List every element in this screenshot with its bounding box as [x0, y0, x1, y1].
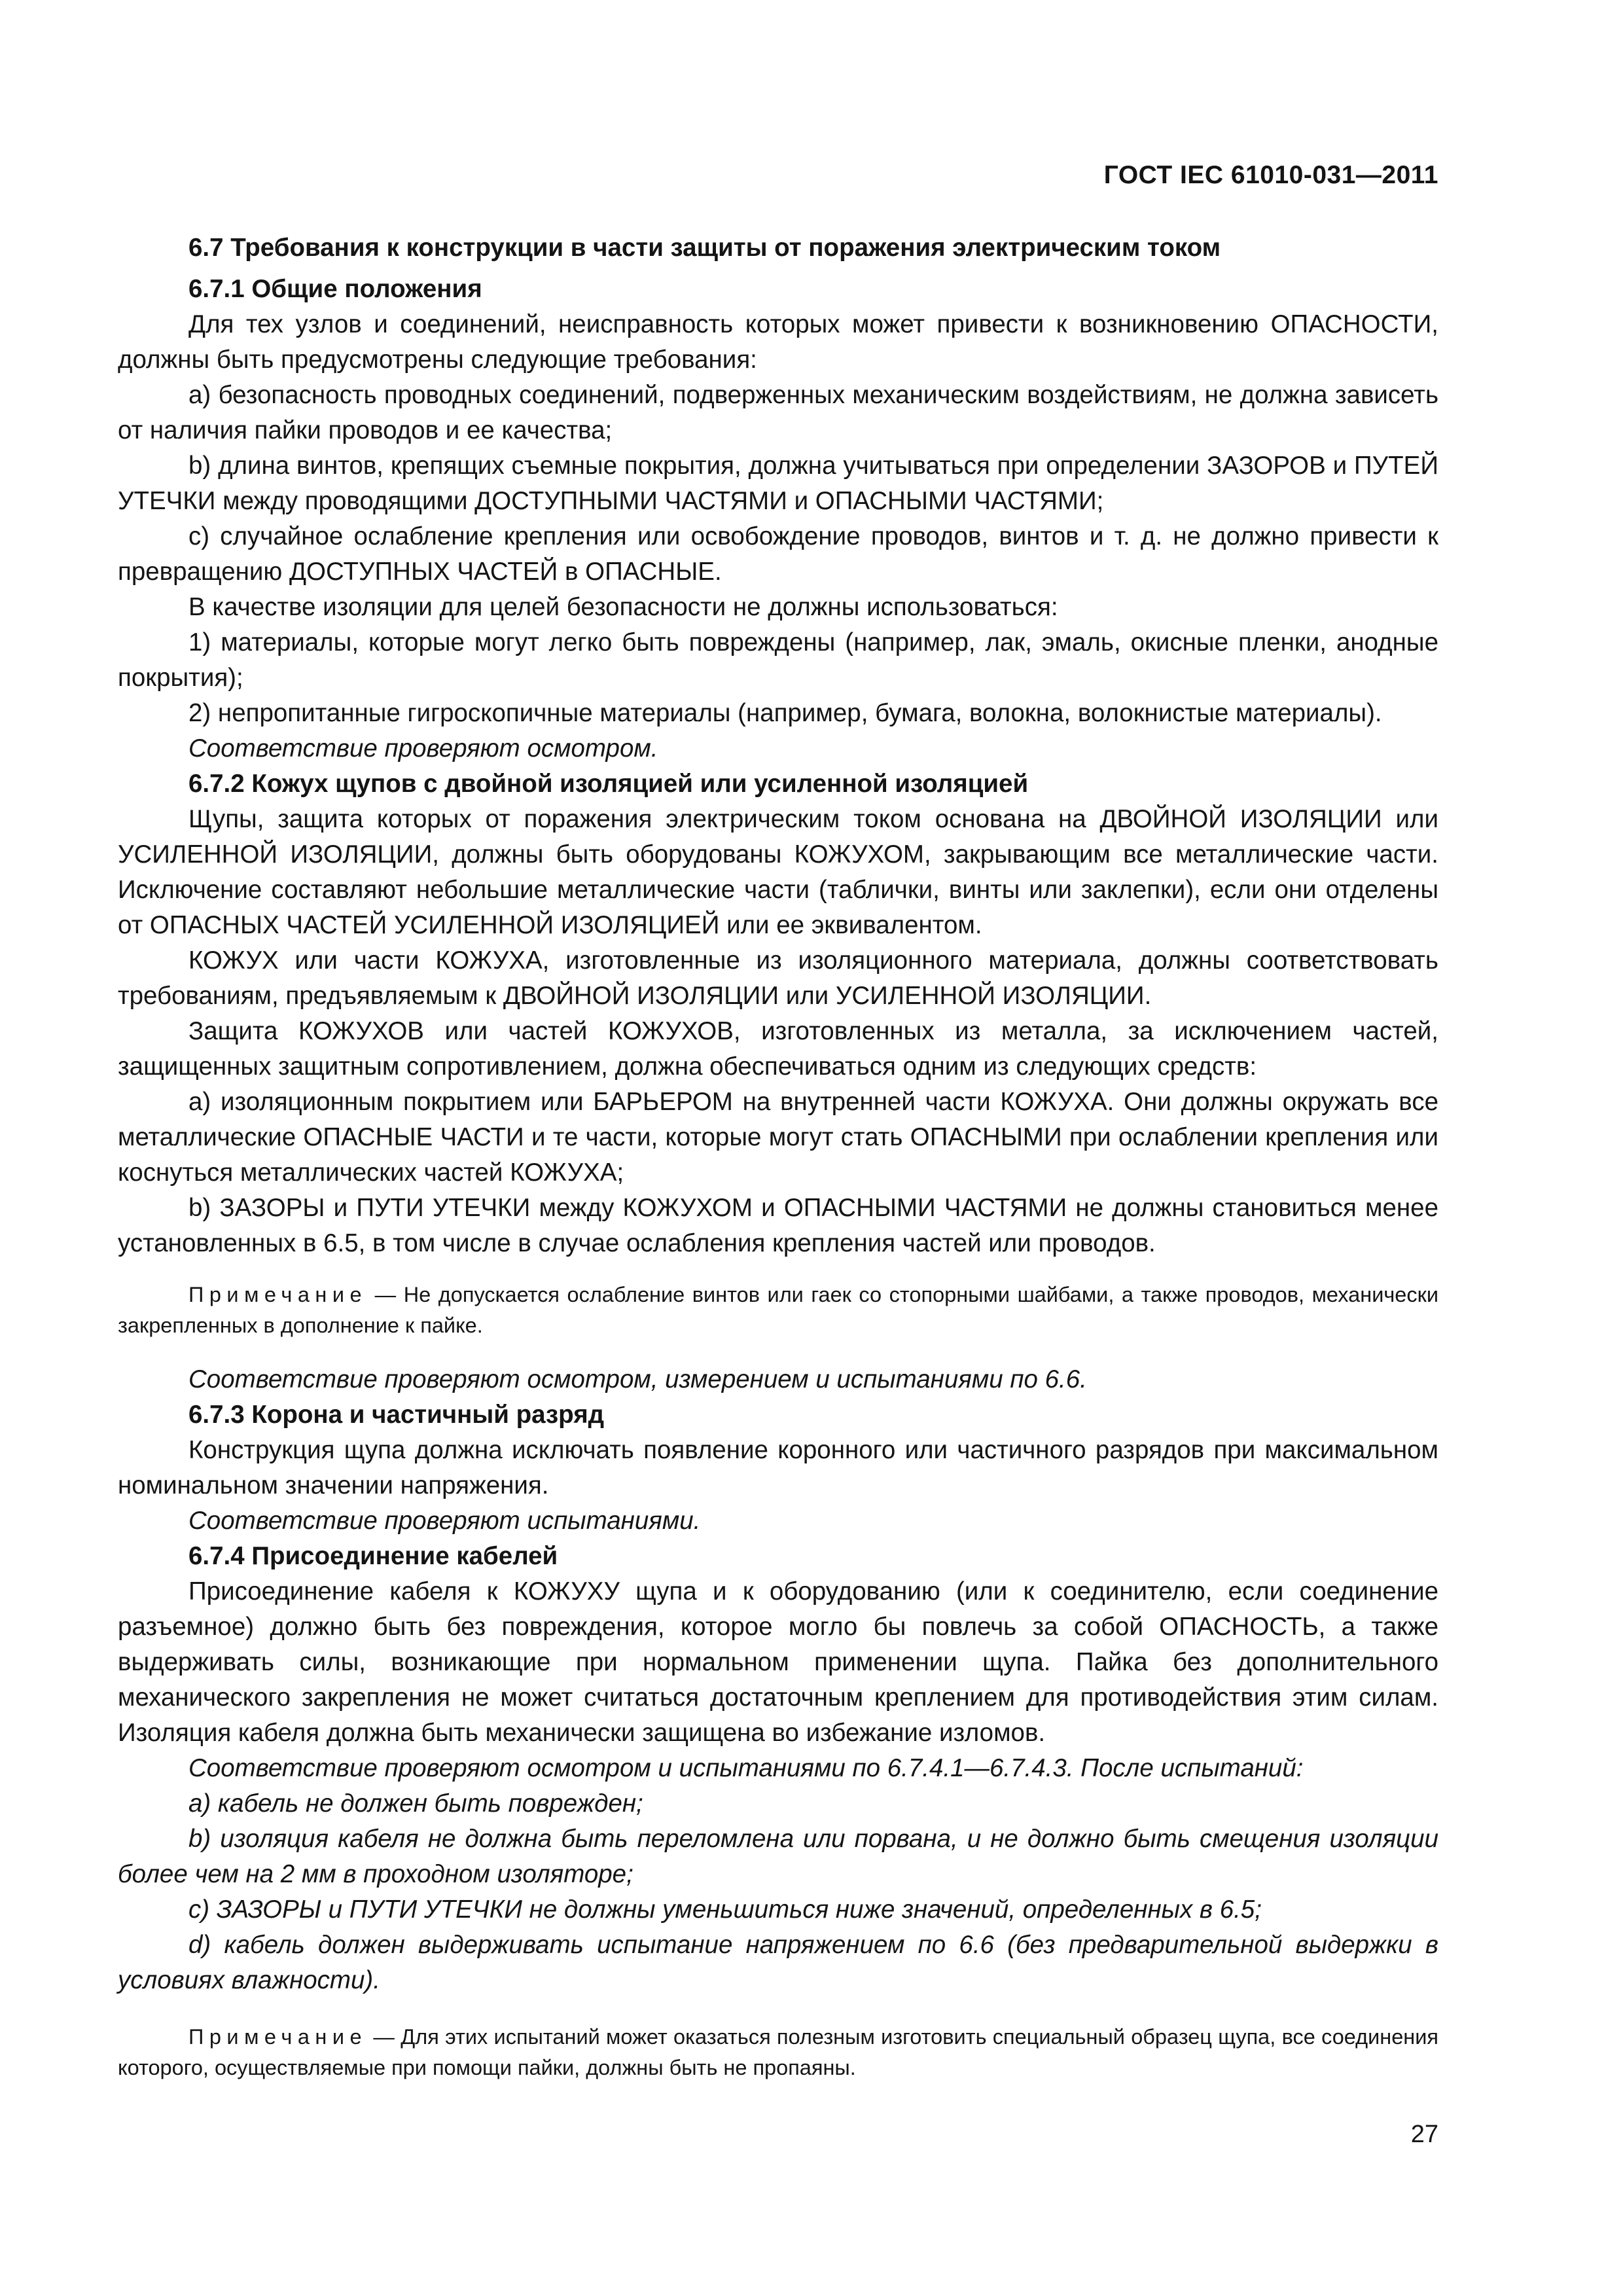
paragraph: Щупы, защита которых от поражения электрическим током основана на ДВОЙНОЙ ИЗОЛЯЦИИ или УСИЛЕННОЙ ИЗОЛЯЦИИ, должны быть оборудованы КОЖУХОМ, закрывающим все металлические части. Исключение составляют небольшие металлические части (таблички, винты или заклепки), если они отделены от ОПАСНЫХ ЧАСТЕЙ УСИЛЕННОЙ ИЗОЛЯЦИЕЙ или ее эквивалентом. [118, 805, 1438, 939]
list-item: c) ЗАЗОРЫ и ПУТИ УТЕЧКИ не должны уменьшиться ниже значений, определенных в 6.5; [188, 1895, 1262, 1924]
note-label: Примечание [188, 1283, 368, 1306]
list-item: a) кабель не должен быть поврежден; [188, 1789, 643, 1818]
page-number: 27 [1410, 2121, 1438, 2148]
compliance-statement: Соответствие проверяют осмотром. [188, 734, 658, 762]
note-text: — Для этих испытаний может оказаться полезным изготовить специальный образец щупа, все соединения которого, осуществляемые при помощи пайки, должны быть не пропаяны. [118, 2025, 1438, 2079]
subsection-heading-6-7-4: 6.7.4 Присоединение кабелей [188, 1542, 558, 1570]
compliance-statement: Соответствие проверяют осмотром, измерением и испытаниями по 6.6. [188, 1365, 1087, 1393]
list-item: 1) материалы, которые могут легко быть повреждены (например, лак, эмаль, окисные пленки, анодные покрытия); [118, 628, 1438, 692]
list-item: d) кабель должен выдерживать испытание напряжением по 6.6 (без предварительной выдержки в условиях влажности). [118, 1931, 1438, 1994]
paragraph: КОЖУХ или части КОЖУХА, изготовленные из изоляционного материала, должны соответствовать требованиям, предъявляемым к ДВОЙНОЙ ИЗОЛЯЦИИ или УСИЛЕННОЙ ИЗОЛЯЦИИ. [118, 946, 1438, 1010]
note-label: Примечание [188, 2025, 368, 2049]
list-item: 2) непропитанные гигроскопичные материалы (например, бумага, волокна, волокнистые материалы). [188, 699, 1382, 727]
list-item: b) изоляция кабеля не должна быть переломлена или порвана, и не должно быть смещения изоляции более чем на 2 мм в проходном изоляторе; [118, 1825, 1438, 1888]
note-text: — Не допускается ослабление винтов или гаек со стопорными шайбами, а также проводов, механически закрепленных в дополнение к пайке. [118, 1283, 1438, 1337]
paragraph: Конструкция щупа должна исключать появление коронного или частичного разрядов при максимальном номинальном значении напряжения. [118, 1436, 1438, 1499]
compliance-statement: Соответствие проверяют осмотром и испытаниями по 6.7.4.1—6.7.4.3. После испытаний: [188, 1754, 1304, 1782]
list-item: c) случайное ослабление крепления или освобождение проводов, винтов и т. д. не должно привести к превращению ДОСТУПНЫХ ЧАСТЕЙ в ОПАСНЫЕ. [118, 522, 1438, 586]
list-item: a) изоляционным покрытием или БАРЬЕРОМ на внутренней части КОЖУХА. Они должны окружать все металлические ОПАСНЫЕ ЧАСТИ и те части, которые могут стать ОПАСНЫМИ при ослаблении крепления или коснуться металлических частей КОЖУХА; [118, 1088, 1438, 1187]
note [118, 2022, 1438, 2083]
list-item: b) длина винтов, крепящих съемные покрытия, должна учитываться при определении ЗАЗОРОВ и ПУТЕЙ УТЕЧКИ между проводящими ДОСТУПНЫМИ ЧАСТЯМИ и ОПАСНЫМИ ЧАСТЯМИ; [118, 452, 1438, 515]
paragraph: В качестве изоляции для целей безопасности не должны использоваться: [188, 593, 1058, 621]
paragraph: Для тех узлов и соединений, неисправность которых может привести к возникновению ОПАСНОСТИ, должны быть предусмотрены следующие требования: [118, 310, 1438, 374]
document-code-header: ГОСТ IEC 61010-031—2011 [1103, 161, 1438, 189]
list-item: a) безопасность проводных соединений, подверженных механическим воздействиям, не должна зависеть от наличия пайки проводов и ее качества; [118, 381, 1438, 444]
section-heading-6-7: 6.7 Требования к конструкции в части защиты от поражения электрическим током [188, 234, 1221, 262]
compliance-statement: Соответствие проверяют испытаниями. [188, 1507, 701, 1535]
subsection-heading-6-7-2: 6.7.2 Кожух щупов с двойной изоляцией или усиленной изоляцией [188, 770, 1029, 798]
document-body [118, 230, 1438, 2083]
subsection-heading-6-7-3: 6.7.3 Корона и частичный разряд [188, 1401, 605, 1429]
paragraph: Защита КОЖУХОВ или частей КОЖУХОВ, изготовленных из металла, за исключением частей, защищенных защитным сопротивлением, должна обеспечиваться одним из следующих средств: [118, 1017, 1438, 1081]
note [118, 1280, 1438, 1341]
list-item: b) ЗАЗОРЫ и ПУТИ УТЕЧКИ между КОЖУХОМ и ОПАСНЫМИ ЧАСТЯМИ не должны становиться менее установленных в 6.5, в том числе в случае ослабления крепления частей или проводов. [118, 1194, 1438, 1257]
paragraph: Присоединение кабеля к КОЖУХУ щупа и к оборудованию (или к соединителю, если соединение разъемное) должно быть без повреждения, которое могло бы повлечь за собой ОПАСНОСТЬ, а также выдерживать силы, возникающие при нормальном применении щупа. Пайка без дополнительного механического закрепления не может считаться достаточным креплением для противодействия этим силам. Изоляция кабеля должна быть механически защищена во избежание изломов. [118, 1577, 1438, 1747]
subsection-heading-6-7-1: 6.7.1 Общие положения [188, 275, 482, 303]
